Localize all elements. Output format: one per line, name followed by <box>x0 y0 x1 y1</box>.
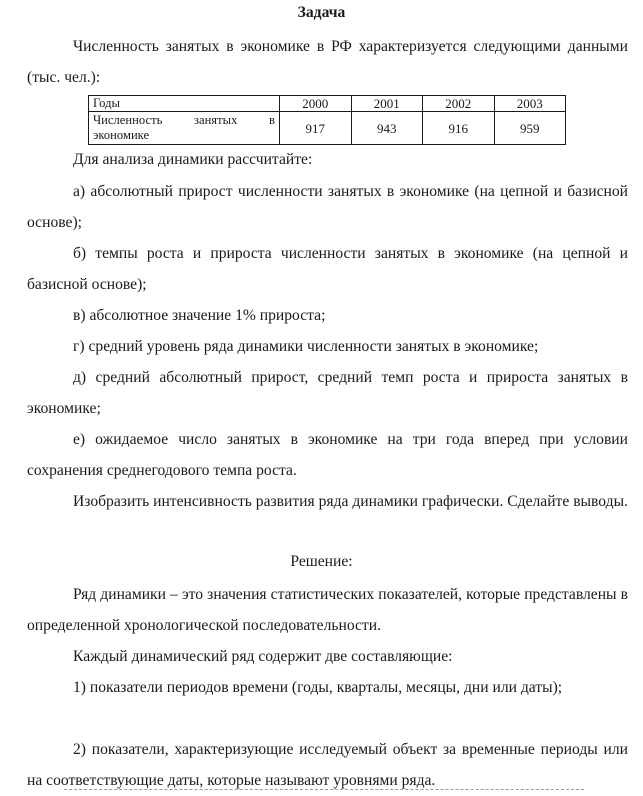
table-header-cell: 2000 <box>280 96 352 112</box>
solution-paragraph: Ряд динамики – это значения статистических показателей, которые представлены в определенной хронологической последовательности. <box>27 586 628 634</box>
solution-paragraph: 2) показатели, характеризующие исследуемый объект за временные периоды или на соответствующие даты, которые называют уровнями ряда. <box>27 741 628 789</box>
table-header-cell: 2003 <box>494 96 566 112</box>
task-item: е) ожидаемое число занятых в экономике на три года вперед при условии сохранения среднегодового темпа роста. <box>27 431 628 479</box>
table-header-cell: 2002 <box>423 96 495 112</box>
solution-paragraph: 1) показатели периодов времени (годы, кварталы, месяцы, дни или даты); <box>73 679 563 696</box>
table-cell: 943 <box>351 112 423 145</box>
task-intro: Для анализа динамики рассчитайте: <box>73 151 313 168</box>
table-header-cell: 2001 <box>351 96 423 112</box>
table-cell: 917 <box>280 112 352 145</box>
solution-paragraph: Каждый динамический ряд содержит две составляющие: <box>73 648 453 665</box>
document-title: Задача <box>297 4 346 21</box>
table-header-row <box>89 96 566 112</box>
task-item: а) абсолютный прирост численности занятых в экономике (на цепной и базисной основе); <box>27 183 628 231</box>
intro-paragraph: Численность занятых в экономике в РФ характеризуется следующими данными (тыс. чел.): <box>27 38 628 86</box>
task-item: б) темпы роста и прироста численности занятых в экономике (на цепной и базисной основе); <box>27 245 628 293</box>
employment-table <box>88 95 566 145</box>
table-row <box>89 112 566 145</box>
task-item: в) абсолютное значение 1% прироста; <box>73 307 326 324</box>
task-item: г) средний уровень ряда динамики численности занятых в экономике; <box>73 338 539 355</box>
page-cut-line <box>64 789 584 791</box>
table-header-cell: Годы <box>89 96 280 112</box>
table-row-label: Численность занятых в экономике <box>89 112 280 145</box>
table-cell: 916 <box>423 112 495 145</box>
table-cell: 959 <box>494 112 566 145</box>
final-task: Изобразить интенсивность развития ряда динамики графически. Сделайте выводы. <box>73 493 628 510</box>
solution-title: Решение: <box>290 553 353 570</box>
task-item: д) средний абсолютный прирост, средний темп роста и прироста занятых в экономике; <box>27 369 628 417</box>
